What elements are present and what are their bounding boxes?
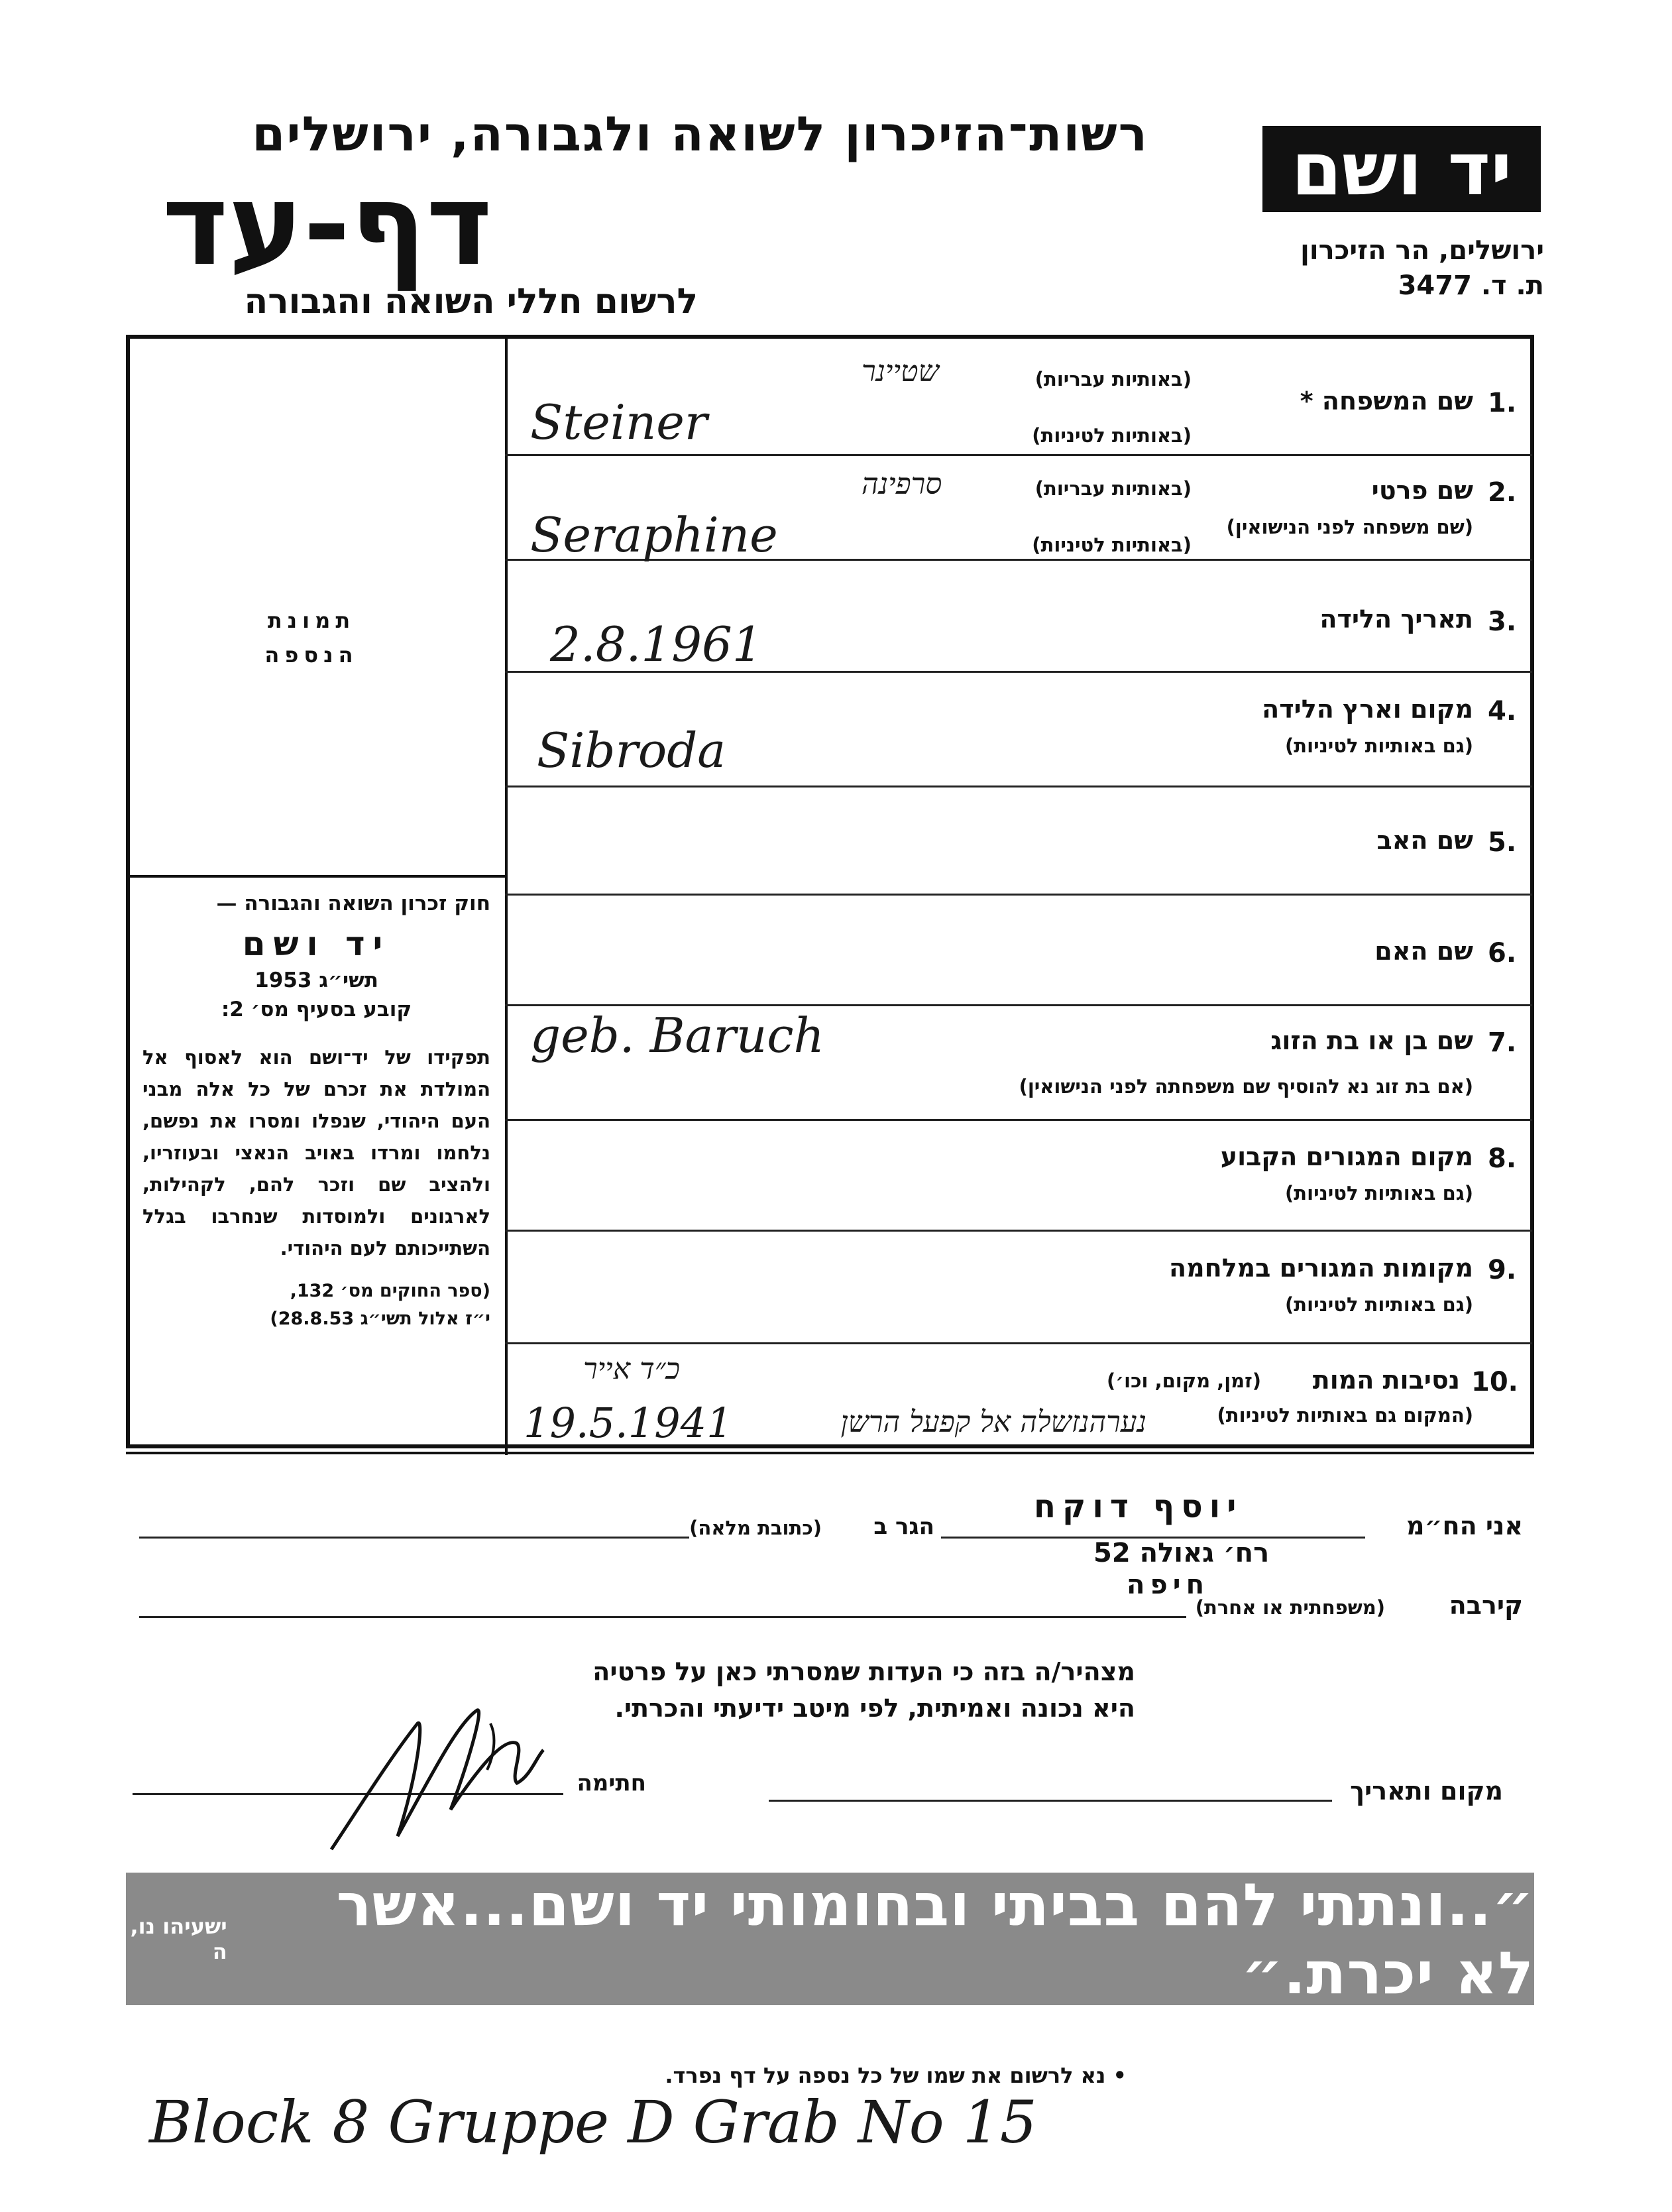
field-10-value-date[interactable]: 19.5.1941 (524, 1399, 733, 1447)
row-divider-6 (505, 1004, 1532, 1006)
field-10-number: 10. (1471, 1367, 1518, 1397)
relation-hint: (משפחתית או אחרת) (1195, 1596, 1385, 1619)
field-8-number: 8. (1488, 1143, 1517, 1174)
field-3-number: 3. (1488, 607, 1517, 637)
footnote-bullet: • (1113, 2063, 1127, 2088)
field-5-label: שם האב (1376, 826, 1473, 855)
field-1-hint-latin: (באותיות לטיניות) (1032, 424, 1192, 447)
field-10-label: נסיבות המות (1312, 1366, 1460, 1395)
field-1-value-hebrew[interactable]: שטיינר (862, 355, 939, 388)
witness-signature (318, 1697, 557, 1856)
law-name: יד ושם (242, 925, 391, 963)
field-2-number: 2. (1488, 477, 1517, 508)
field-9-subnote: (גם באותיות לטיניות) (1285, 1293, 1473, 1316)
relation-line (139, 1616, 1186, 1618)
field-7-label: שם בן או בת הזוג (1270, 1026, 1473, 1055)
law-clause: קובע בסעיף מס׳ 2: (221, 998, 412, 1021)
footnote-text: נא לרשום את שמו של כל נספה על דף נפרד. (665, 2063, 1106, 2088)
section-divider (126, 1452, 1534, 1454)
photo-label-1: תמונת (267, 608, 356, 633)
row-divider-5 (505, 894, 1532, 896)
field-3-value[interactable]: 2.8.1961 (550, 616, 763, 672)
handwritten-grave-note: Block 8 Gruppe D Grab No 15 (149, 2088, 1037, 2156)
law-body: תפקידו של יד־ושם הוא לאסוף אל המולדת את זכרם של כל אלה מבני העם היהודי, שנפלו ומסרו את נפשם, נלחמו ומרדו באויב הנאצי ובעוזריו, ולהציב שם וזכר להם, לקהילות, לארגונים ולמוסדות שנחרבו בגלל השתייכותם לעם היהודי. (142, 1046, 490, 1259)
field-2-value-latin[interactable]: Seraphine (530, 507, 778, 563)
field-10-label-sub: (זמן, מקום, וכו׳) (1107, 1369, 1261, 1392)
row-divider-1 (505, 454, 1532, 456)
place-date-label: מקום ותאריך (1350, 1776, 1503, 1806)
row-divider-7 (505, 1119, 1532, 1121)
field-6-label: שם האם (1374, 937, 1473, 966)
photo-placeholder (199, 603, 424, 672)
witness-lives-at: הגר ב (873, 1513, 934, 1540)
field-4-subnote: (גם באותיות לטיניות) (1285, 734, 1473, 757)
witness-street[interactable]: רח׳ גאולה 52 (1093, 1538, 1270, 1568)
field-2-hint-hebrew: (באותיות עבריות) (1034, 477, 1192, 500)
field-10-value-hebrew-date[interactable]: כ״ד אייר (583, 1352, 681, 1386)
witness-city[interactable]: חיפה (1127, 1570, 1210, 1600)
photo-label-2: הנספה (264, 642, 359, 668)
field-6-number: 6. (1488, 938, 1517, 968)
field-9-number: 9. (1488, 1255, 1517, 1285)
field-3-label: תאריך הלידה (1319, 605, 1473, 634)
authority-title: רשות־הזיכרון לשואה ולגבורה, ירושלים (252, 106, 1148, 162)
field-7-subnote: (אם בת זוג נא להוסיף שם משפחתה לפני הנישואין) (1019, 1075, 1473, 1098)
witness-intro: אני הח״מ (1406, 1511, 1523, 1541)
field-5-number: 5. (1488, 827, 1517, 858)
logo-location: ירושלים, הר הזיכרון (1300, 235, 1544, 266)
field-7-number: 7. (1488, 1027, 1517, 1058)
field-4-label: מקום וארץ הלידה (1262, 695, 1473, 724)
field-8-label: מקום המגורים הקבוע (1220, 1142, 1473, 1171)
form-subtitle: לרשום חללי השואה והגבורה (244, 282, 698, 321)
field-8-subnote: (גם באותיות לטיניות) (1285, 1182, 1473, 1204)
field-1-value-latin[interactable]: Steiner (530, 394, 708, 450)
row-divider-4 (505, 786, 1532, 787)
quote-banner (126, 1873, 1534, 2005)
witness-name[interactable]: יוסף דוקח (1034, 1488, 1243, 1525)
field-1-number: 1. (1488, 388, 1517, 418)
field-2-label: שם פרטי (1371, 476, 1473, 505)
banner-quote: ״..ונתתי להם בביתי ובחומותי יד ושם...אשר לא יכרת.״ (336, 1871, 1534, 2007)
banner-citation: ישעיהו נו, ה (130, 1914, 227, 1964)
field-7-value[interactable]: geb. Baruch (530, 1008, 824, 1063)
field-4-value[interactable]: Sibroda (537, 723, 726, 778)
signature-label: חתימה (577, 1770, 646, 1796)
declaration-line-2: היא נכונה ואמיתית, לפי מיטב ידיעתי והכרתי. (614, 1694, 1135, 1723)
yad-vashem-logo: יד ושם (1262, 126, 1541, 212)
row-divider-8 (505, 1230, 1532, 1232)
declaration-line-1: מצהיר/ה בזה כי העדות שמסרתי כאן על פרטיה (592, 1657, 1135, 1686)
law-ref-1: (ספר החוקים מס׳ 132, (290, 1281, 490, 1301)
field-10-value-place[interactable]: נערהנזשלה אל קפעל הרשן (840, 1405, 1146, 1439)
form-title: דף-עד (162, 160, 492, 291)
field-9-label: מקומות המגורים במלחמה (1168, 1253, 1473, 1283)
field-4-number: 4. (1488, 696, 1517, 727)
field-2-value-hebrew[interactable]: סרפינה (862, 467, 942, 501)
po-box: ת. ד. 3477 (1398, 270, 1544, 301)
address-hint: (כתובת מלאה) (689, 1517, 822, 1539)
row-divider-9 (505, 1342, 1532, 1344)
field-1-hint-hebrew: (באותיות עבריות) (1034, 368, 1192, 390)
law-excerpt (142, 892, 490, 1333)
left-panel-divider (126, 875, 505, 878)
field-10-subnote: (המקום גם באותיות לטיניות) (1217, 1404, 1473, 1426)
field-2-hint-latin: (באותיות לטיניות) (1032, 534, 1192, 556)
place-date-line (769, 1800, 1332, 1802)
law-year: תשי״ג 1953 (254, 968, 378, 992)
relation-label: קירבה (1449, 1591, 1523, 1620)
law-ref-2: י״ז אלול תשי״ג 28.8.53) (270, 1309, 490, 1329)
law-title: חוק זכרון השואה והגבורה — (216, 892, 490, 915)
field-1-label: שם המשפחה * (1300, 386, 1473, 416)
address-line (139, 1537, 689, 1539)
field-2-subnote: (שם משפחה לפני הנישואין) (1226, 516, 1473, 538)
footnote (530, 2063, 1127, 2088)
